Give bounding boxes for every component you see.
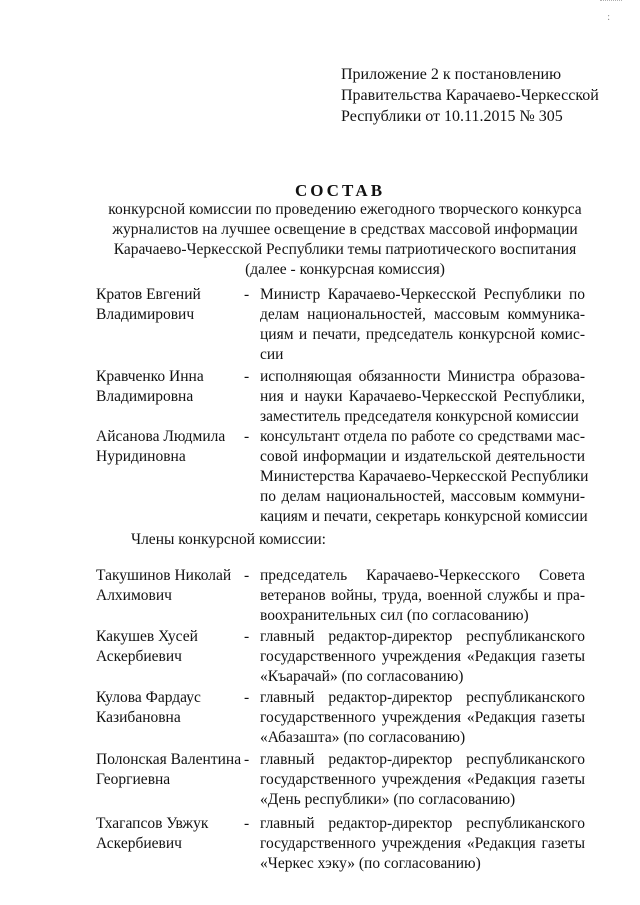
- surname-given-name: Айсанова Людмила: [96, 428, 226, 445]
- position-line: циям и печати, председатель конкурсной комис-: [260, 326, 585, 343]
- position-line: сии: [260, 346, 284, 363]
- position-description: [260, 688, 585, 748]
- position-line: совой информации и издательской деятельности: [260, 448, 585, 465]
- subtitle-line: конкурсной комиссии по проведению ежегодного творческого конкурса: [108, 201, 582, 218]
- document-subtitle: [95, 200, 595, 280]
- position-line: заместитель председателя конкурсной комиссии: [260, 408, 579, 425]
- position-line: государственного учреждения «Редакция газеты: [260, 648, 585, 665]
- surname-given-name: Полонская Валентина: [96, 751, 242, 768]
- patronymic: Владимирович: [96, 306, 195, 323]
- separator-dash: -: [244, 628, 250, 645]
- position-line: «День республики» (по согласованию): [260, 791, 516, 808]
- person-name: [96, 285, 246, 325]
- separator-dash: -: [244, 368, 250, 385]
- position-line: кациям и печати, секретарь конкурсной комиссии: [260, 508, 588, 525]
- separator-dash: -: [244, 428, 250, 445]
- position-line: по делам национальностей, массовым коммуни-: [260, 488, 585, 505]
- patronymic: Алхимович: [96, 587, 172, 604]
- position-line: Министр Карачаево-Черкесской Республики по: [260, 286, 585, 303]
- members-heading: Члены конкурсной комиссии:: [131, 531, 326, 548]
- document-title: СОСТАВ: [294, 181, 386, 200]
- person-name: [96, 627, 246, 667]
- appendix-line: Приложение 2 к постановлению: [341, 66, 562, 83]
- surname-given-name: Кулова Фардаус: [96, 689, 201, 706]
- position-line: главный редактор-директор республиканского: [260, 751, 585, 768]
- position-line: главный редактор-директор республиканского: [260, 689, 585, 706]
- appendix-note: [341, 64, 621, 127]
- position-line: консультант отдела по работе со средствами мас-: [260, 428, 585, 445]
- surname-given-name: Какушев Хусей: [96, 628, 198, 645]
- position-description: [260, 367, 585, 427]
- surname-given-name: Такушинов Николай: [96, 567, 232, 584]
- separator-dash: -: [244, 567, 250, 584]
- appendix-line: Правительства Карачаево-Черкесской: [341, 87, 599, 104]
- separator-dash: -: [244, 751, 250, 768]
- position-line: председатель Карачаево-Черкесского Совета: [260, 567, 585, 584]
- person-name: [96, 814, 246, 854]
- person-name: [96, 566, 246, 606]
- person-name: [96, 367, 246, 407]
- position-line: главный редактор-директор республиканского: [260, 628, 585, 645]
- subtitle-line: (далее - конкурсная комиссия): [245, 261, 445, 278]
- separator-dash: -: [244, 815, 250, 832]
- position-line: «Черкес хэку» (по согласованию): [260, 855, 481, 872]
- position-line: главный редактор-директор республиканского: [260, 815, 585, 832]
- position-line: государственного учреждения «Редакция газеты: [260, 709, 585, 726]
- position-description: [260, 814, 585, 874]
- patronymic: Нуридиновна: [96, 448, 186, 465]
- position-description: [260, 627, 585, 687]
- subtitle-line: Карачаево-Черкесской Республики темы патриотического воспитания: [113, 241, 577, 258]
- position-line: делам национальностей, массовым коммуника-: [260, 306, 585, 323]
- position-line: ния и науки Карачаево-Черкесской Республики,: [260, 388, 585, 405]
- position-line: «Къарачай» (по согласованию): [260, 668, 464, 685]
- position-line: Министерства Карачаево-Черкесской Республики: [260, 468, 589, 485]
- person-name: [96, 750, 246, 790]
- patronymic: Аскербиевич: [96, 648, 182, 665]
- person-name: [96, 688, 246, 728]
- separator-dash: -: [244, 689, 250, 706]
- appendix-line: Республики от 10.11.2015 № 305: [341, 108, 563, 125]
- subtitle-line: журналистов на лучшее освещение в средствах массовой информации: [112, 221, 578, 238]
- position-line: государственного учреждения «Редакция газеты: [260, 771, 585, 788]
- patronymic: Казибановна: [96, 709, 181, 726]
- position-line: исполняющая обязанности Министра образова-: [260, 368, 585, 385]
- surname-given-name: Кратов Евгений: [96, 286, 201, 303]
- position-line: государственного учреждения «Редакция газеты: [260, 835, 585, 852]
- position-description: [260, 750, 585, 810]
- position-line: воохранительных сил (по согласованию): [260, 607, 529, 624]
- patronymic: Аскербиевич: [96, 835, 182, 852]
- position-description: [260, 566, 585, 626]
- separator-dash: -: [244, 286, 250, 303]
- position-line: ветеранов войны, труда, военной службы и пра-: [260, 587, 585, 604]
- position-description: [260, 285, 585, 365]
- position-description: [260, 427, 589, 527]
- person-name: [96, 427, 246, 467]
- surname-given-name: Тхагапсов Увжук: [96, 815, 209, 832]
- patronymic: Георгиевна: [96, 771, 171, 788]
- surname-given-name: Кравченко Инна: [96, 368, 204, 385]
- patronymic: Владимировна: [96, 388, 194, 405]
- scan-artifact: :: [607, 12, 610, 23]
- scan-edge-mark: [600, 0, 622, 3]
- position-line: «Абазашта» (по согласованию): [260, 729, 466, 746]
